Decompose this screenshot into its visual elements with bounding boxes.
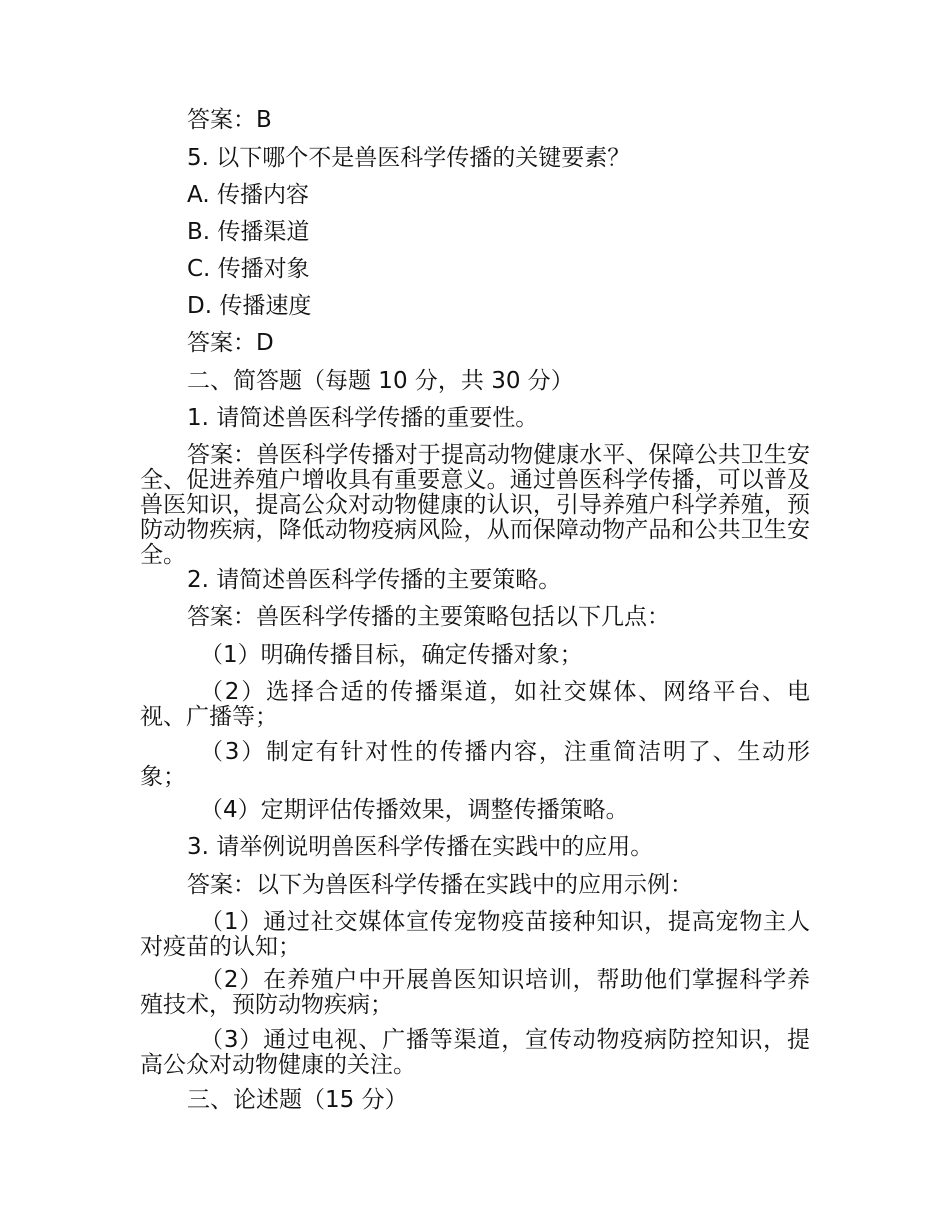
q5-answer: 答案：D	[187, 330, 274, 356]
s2-q2-point-4: （4）定期评估传播效果，调整传播策略。	[200, 797, 629, 823]
q5-option-d: D. 传播速度	[187, 293, 312, 319]
s2-q2-point-3: （3）制定有针对性的传播内容，注重简洁明了、生动形象；	[140, 739, 810, 790]
s2-q2-point-2: （2）选择合适的传播渠道，如社交媒体、网络平台、电视、广播等；	[140, 679, 810, 730]
q5-question: 5. 以下哪个不是兽医科学传播的关键要素？	[187, 145, 631, 171]
section2-heading: 二、简答题（每题 10 分，共 30 分）	[187, 368, 574, 394]
s2-q2-question: 2. 请简述兽医科学传播的主要策略。	[187, 567, 562, 593]
q5-option-a: A. 传播内容	[187, 182, 309, 208]
s2-q3-point-1: （1）通过社交媒体宣传宠物疫苗接种知识，提高宠物主人对疫苗的认知；	[140, 909, 810, 960]
s2-q1-answer: 答案：兽医科学传播对于提高动物健康水平、保障公共卫生安全、促进养殖户增收具有重要意义。通过兽医科学传播，可以普及兽医知识，提高公众对动物健康的认识，引导养殖户科学养殖，预防动物疾病，降低动物疫病风险，从而保障动物产品和公共卫生安全。	[140, 442, 810, 568]
section3-heading: 三、论述题（15 分）	[187, 1087, 408, 1113]
s2-q2-answer-intro: 答案：兽医科学传播的主要策略包括以下几点：	[187, 604, 670, 630]
s2-q3-point-3: （3）通过电视、广播等渠道，宣传动物疫病防控知识，提高公众对动物健康的关注。	[140, 1027, 810, 1078]
s2-q3-point-2: （2）在养殖户中开展兽医知识培训，帮助他们掌握科学养殖技术，预防动物疾病；	[140, 967, 810, 1018]
s2-q3-question: 3. 请举例说明兽医科学传播在实践中的应用。	[187, 834, 654, 860]
s2-q2-point-1: （1）明确传播目标，确定传播对象；	[200, 642, 583, 668]
q4-answer: 答案：B	[187, 107, 272, 133]
q5-option-b: B. 传播渠道	[187, 219, 310, 245]
s2-q3-answer-intro: 答案：以下为兽医科学传播在实践中的应用示例：	[187, 872, 693, 898]
q5-option-c: C. 传播对象	[187, 256, 310, 282]
s2-q1-question: 1. 请简述兽医科学传播的重要性。	[187, 405, 539, 431]
